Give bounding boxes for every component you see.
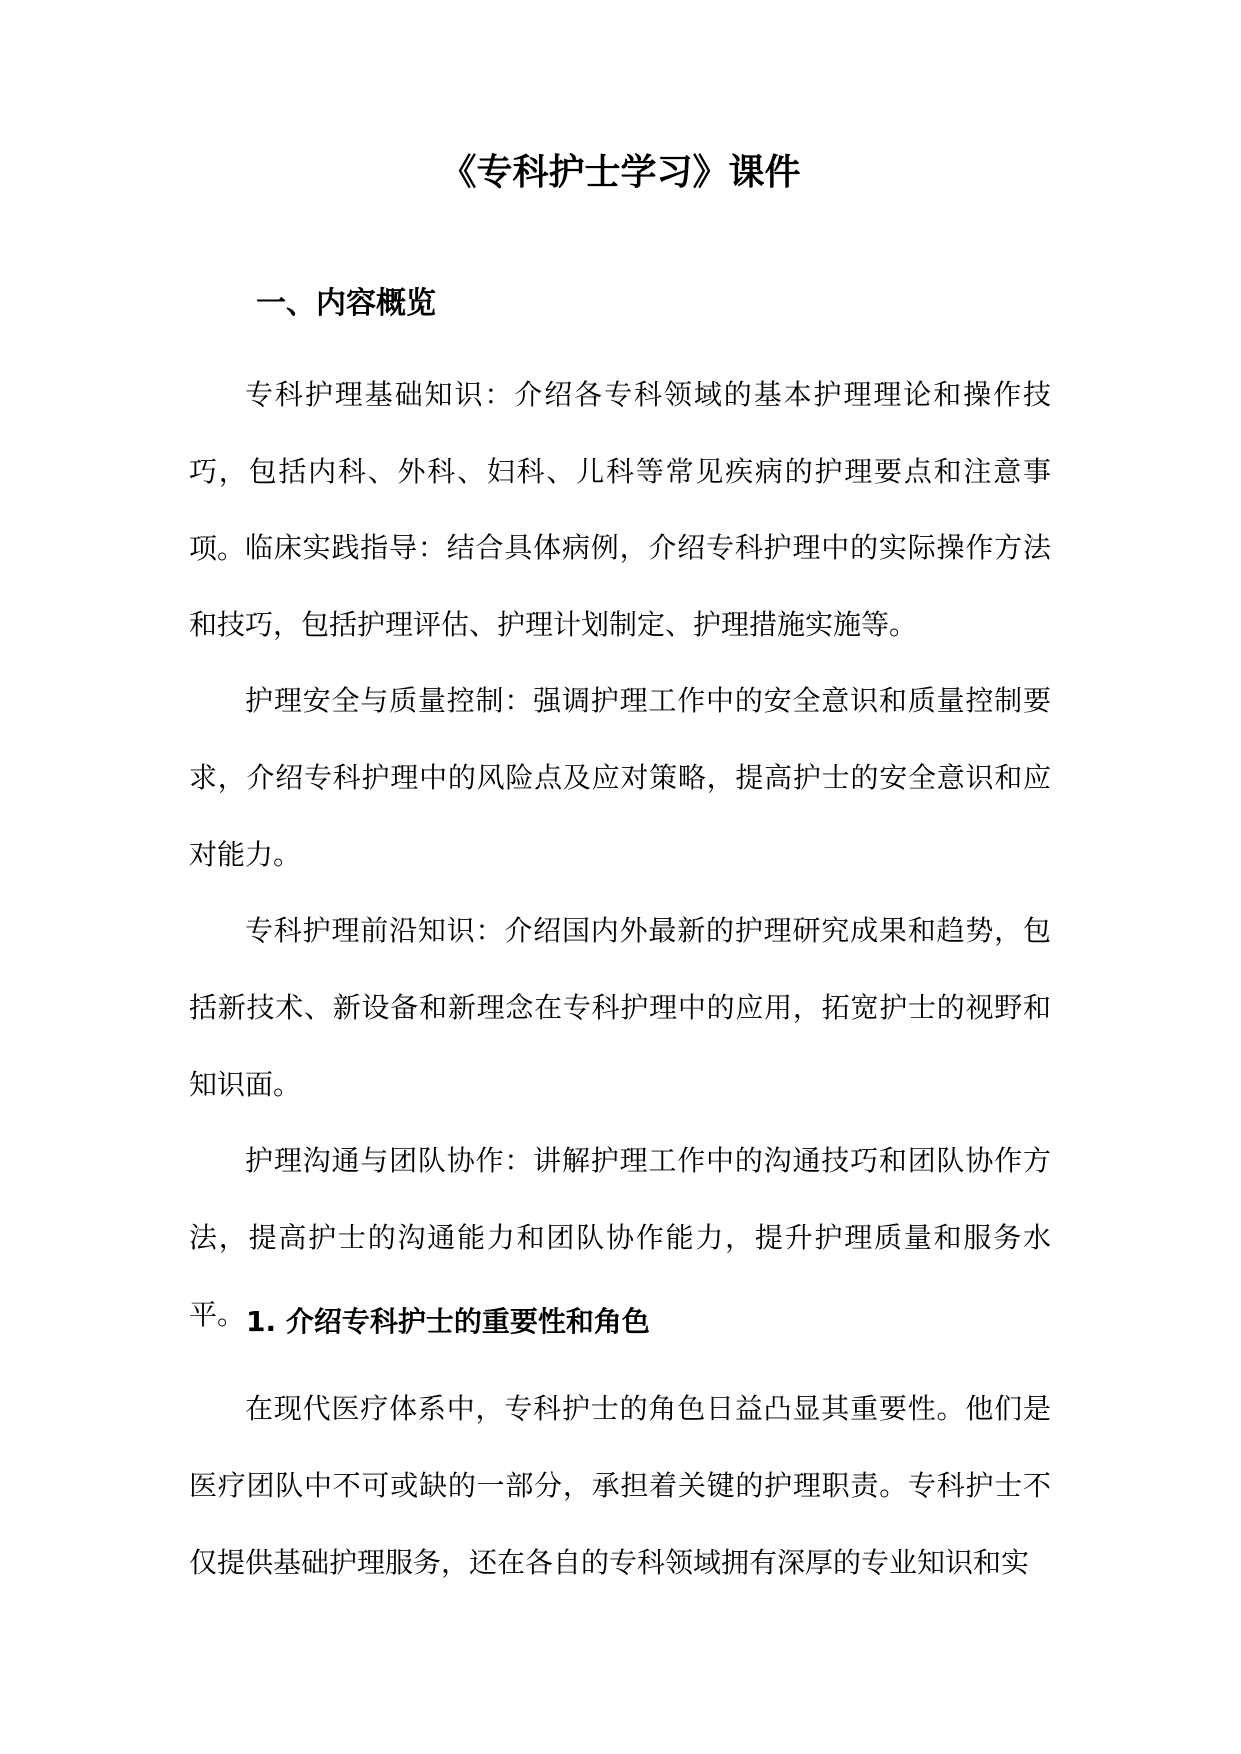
paragraph-specialty-basics: 专科护理基础知识：介绍各专科领域的基本护理理论和操作技巧，包括内科、外科、妇科、儿科等常见疾病的护理要点和注意事项。	[189, 378, 1051, 565]
section-heading-overview: 一、内容概览	[256, 286, 436, 321]
paragraph-frontier-knowledge: 专科护理前沿知识：介绍国内外最新的护理研究成果和趋势，包括新技术、新设备和新理念在专科护理中的应用，拓宽护士的视野和知识面。	[189, 914, 1051, 1101]
subsection-heading-importance: 1. 介绍专科护士的重要性和角色	[246, 1305, 650, 1338]
paragraph-role-importance: 在现代医疗体系中，专科护士的角色日益凸显其重要性。他们是医疗团队中不可或缺的一部分，承担着关键的护理职责。专科护士不仅提供基础护理服务，还在各自的专科领域拥有深厚的专业知识和实	[189, 1392, 1051, 1579]
document-title: 《专科护士学习》课件	[440, 152, 801, 193]
paragraph-clinical-practice: 临床实践指导：结合具体病例，介绍专科护理中的实际操作方法和技巧，包括护理评估、护理计划制定、护理措施实施等。	[189, 531, 1051, 641]
paragraph-communication-teamwork: 护理沟通与团队协作：讲解护理工作中的沟通技巧和团队协作方法，提高护士的沟通能力和团队协作能力，提升护理质量和服务水平。	[189, 1144, 1051, 1331]
paragraph-safety-quality: 护理安全与质量控制：强调护理工作中的安全意识和质量控制要求，介绍专科护理中的风险点及应对策略，提高护士的安全意识和应对能力。	[189, 684, 1051, 871]
